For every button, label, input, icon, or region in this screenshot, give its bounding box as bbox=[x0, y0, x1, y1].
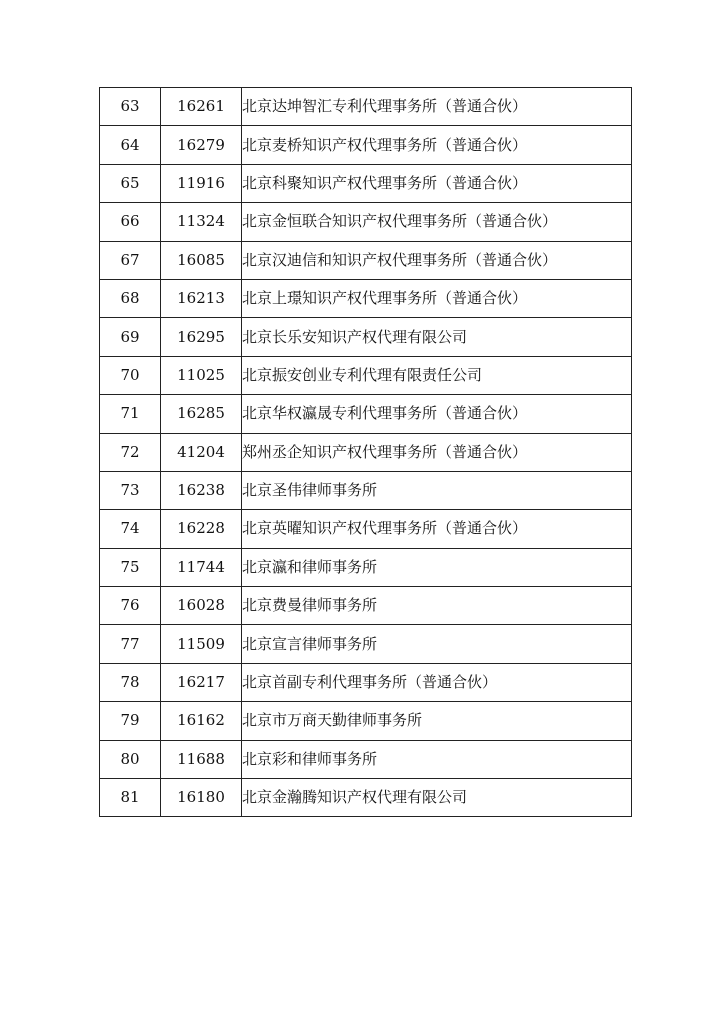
agency-name: 北京宣言律师事务所 bbox=[242, 625, 632, 663]
table-row bbox=[100, 625, 632, 663]
agency-name: 北京首副专利代理事务所（普通合伙） bbox=[242, 663, 632, 701]
agency-code: 16285 bbox=[161, 395, 242, 433]
agency-name: 北京汉迪信和知识产权代理事务所（普通合伙） bbox=[242, 241, 632, 279]
table-row bbox=[100, 395, 632, 433]
agency-table-body bbox=[100, 88, 632, 817]
row-index: 70 bbox=[100, 356, 161, 394]
agency-name: 北京振安创业专利代理有限责任公司 bbox=[242, 356, 632, 394]
agency-name: 北京费曼律师事务所 bbox=[242, 587, 632, 625]
agency-name: 北京长乐安知识产权代理有限公司 bbox=[242, 318, 632, 356]
agency-code: 11025 bbox=[161, 356, 242, 394]
table-row bbox=[100, 164, 632, 202]
agency-code: 16213 bbox=[161, 279, 242, 317]
table-row bbox=[100, 548, 632, 586]
agency-name: 北京市万商天勤律师事务所 bbox=[242, 702, 632, 740]
agency-code: 16028 bbox=[161, 587, 242, 625]
agency-code: 16295 bbox=[161, 318, 242, 356]
agency-table bbox=[99, 87, 632, 817]
row-index: 75 bbox=[100, 548, 161, 586]
row-index: 79 bbox=[100, 702, 161, 740]
row-index: 63 bbox=[100, 88, 161, 126]
table-row bbox=[100, 433, 632, 471]
table-row bbox=[100, 203, 632, 241]
agency-code: 11509 bbox=[161, 625, 242, 663]
agency-code: 16217 bbox=[161, 663, 242, 701]
table-row bbox=[100, 88, 632, 126]
agency-code: 16238 bbox=[161, 471, 242, 509]
table-row bbox=[100, 241, 632, 279]
agency-code: 11916 bbox=[161, 164, 242, 202]
table-row bbox=[100, 740, 632, 778]
row-index: 69 bbox=[100, 318, 161, 356]
row-index: 73 bbox=[100, 471, 161, 509]
agency-code: 16228 bbox=[161, 510, 242, 548]
agency-code: 16261 bbox=[161, 88, 242, 126]
agency-code: 41204 bbox=[161, 433, 242, 471]
table-row bbox=[100, 663, 632, 701]
agency-name: 北京达坤智汇专利代理事务所（普通合伙） bbox=[242, 88, 632, 126]
agency-name: 北京华权瀛晟专利代理事务所（普通合伙） bbox=[242, 395, 632, 433]
agency-code: 16162 bbox=[161, 702, 242, 740]
row-index: 64 bbox=[100, 126, 161, 164]
agency-name: 北京科聚知识产权代理事务所（普通合伙） bbox=[242, 164, 632, 202]
row-index: 65 bbox=[100, 164, 161, 202]
row-index: 72 bbox=[100, 433, 161, 471]
table-row bbox=[100, 318, 632, 356]
row-index: 76 bbox=[100, 587, 161, 625]
agency-name: 北京圣伟律师事务所 bbox=[242, 471, 632, 509]
agency-code: 11744 bbox=[161, 548, 242, 586]
row-index: 71 bbox=[100, 395, 161, 433]
agency-name: 北京上璟知识产权代理事务所（普通合伙） bbox=[242, 279, 632, 317]
agency-name: 郑州丞企知识产权代理事务所（普通合伙） bbox=[242, 433, 632, 471]
agency-code: 16279 bbox=[161, 126, 242, 164]
row-index: 77 bbox=[100, 625, 161, 663]
agency-code: 11324 bbox=[161, 203, 242, 241]
agency-code: 16180 bbox=[161, 779, 242, 817]
table-row bbox=[100, 779, 632, 817]
table-row bbox=[100, 587, 632, 625]
row-index: 66 bbox=[100, 203, 161, 241]
row-index: 80 bbox=[100, 740, 161, 778]
agency-code: 11688 bbox=[161, 740, 242, 778]
table-row bbox=[100, 510, 632, 548]
row-index: 78 bbox=[100, 663, 161, 701]
table-row bbox=[100, 126, 632, 164]
table-row bbox=[100, 471, 632, 509]
agency-name: 北京彩和律师事务所 bbox=[242, 740, 632, 778]
table-row bbox=[100, 702, 632, 740]
agency-name: 北京麦桥知识产权代理事务所（普通合伙） bbox=[242, 126, 632, 164]
row-index: 74 bbox=[100, 510, 161, 548]
row-index: 81 bbox=[100, 779, 161, 817]
agency-name: 北京金瀚腾知识产权代理有限公司 bbox=[242, 779, 632, 817]
agency-code: 16085 bbox=[161, 241, 242, 279]
table-row bbox=[100, 279, 632, 317]
row-index: 67 bbox=[100, 241, 161, 279]
table-row bbox=[100, 356, 632, 394]
agency-name: 北京瀛和律师事务所 bbox=[242, 548, 632, 586]
agency-name: 北京英曜知识产权代理事务所（普通合伙） bbox=[242, 510, 632, 548]
agency-name: 北京金恒联合知识产权代理事务所（普通合伙） bbox=[242, 203, 632, 241]
row-index: 68 bbox=[100, 279, 161, 317]
